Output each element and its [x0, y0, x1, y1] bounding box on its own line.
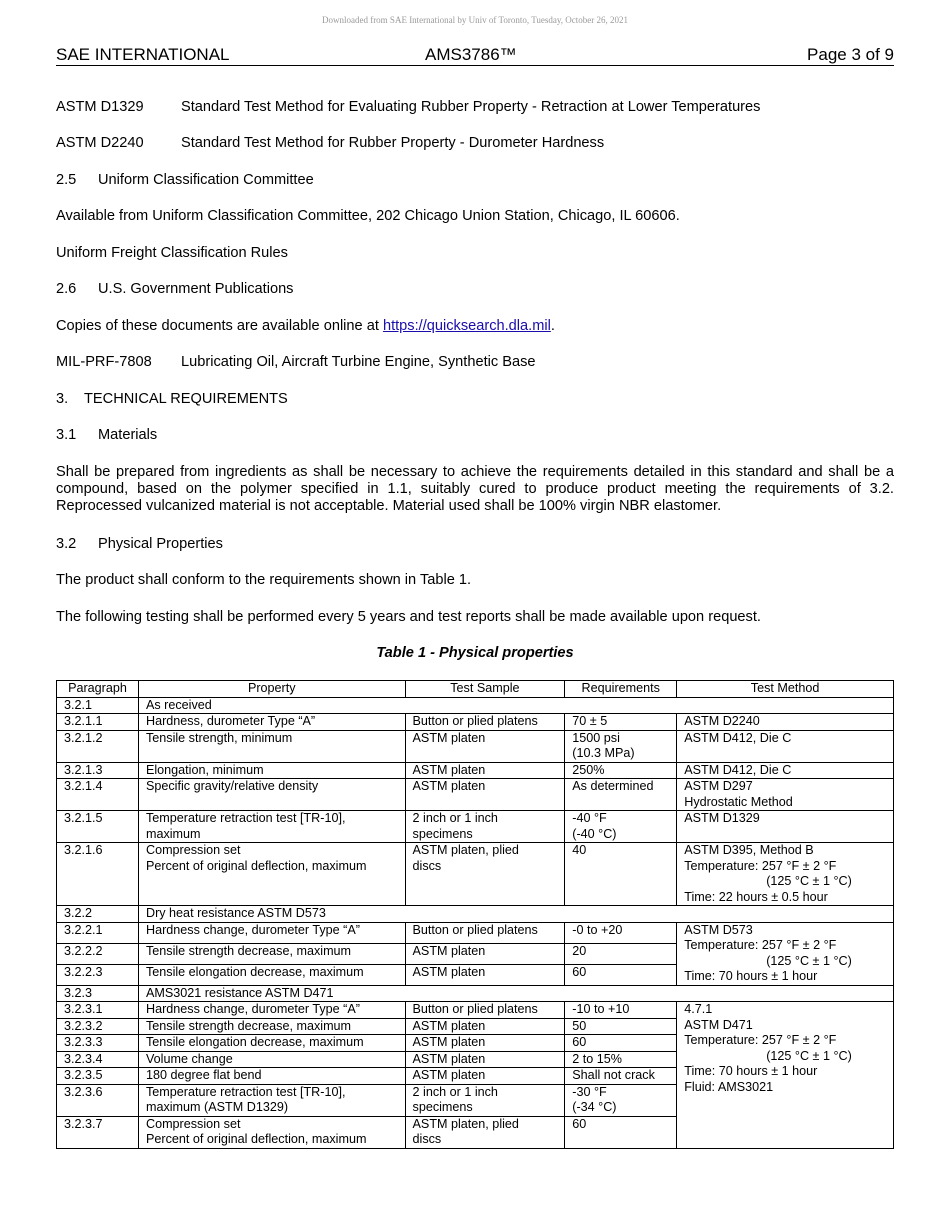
property-cell [138, 811, 405, 843]
property-cell: Tensile elongation decrease, maximum [138, 1035, 405, 1052]
column-header: Paragraph [57, 681, 139, 698]
paragraph-cell: 3.2.2.3 [57, 964, 139, 985]
paragraph-cell: 3.2.1 [57, 697, 139, 714]
section-number: 3.2 [56, 536, 77, 552]
cell-line: ASTM D395, Method B [684, 843, 814, 857]
requirements-cell: As determined [565, 779, 677, 811]
cell-line: specimens [412, 1100, 473, 1114]
conform-paragraph: The product shall conform to the requirements shown in Table 1. [56, 572, 472, 588]
paragraph-cell: 3.2.3.4 [57, 1051, 139, 1068]
paragraph-cell: 3.2.3.6 [57, 1084, 139, 1116]
cell-line: ASTM platen, plied [412, 843, 519, 857]
section-3-2-heading [56, 536, 894, 553]
ucc-availability: Available from Uniform Classification Committee, 202 Chicago Union Station, Chicago, IL 60606. [56, 208, 680, 224]
ucc-rules: Uniform Freight Classification Rules [56, 245, 288, 261]
property-cell: Tensile strength, minimum [138, 730, 405, 762]
table-group-row [57, 906, 894, 923]
test-method-cell [677, 1002, 894, 1149]
physical-properties-table [56, 680, 894, 1149]
cell-line: (10.3 MPa) [572, 746, 635, 760]
test-sample-cell: ASTM platen [405, 1035, 565, 1052]
requirements-cell: -0 to +20 [565, 922, 677, 943]
test-sample-cell: ASTM platen [405, 964, 565, 985]
property-cell: Hardness, durometer Type “A” [138, 714, 405, 731]
requirements-cell: 50 [565, 1018, 677, 1035]
section-2-6-heading [56, 281, 894, 298]
section-number: 2.6 [56, 281, 77, 297]
cell-line: (125 °C ± 1 °C) [766, 953, 852, 968]
property-cell: Hardness change, durometer Type “A” [138, 922, 405, 943]
requirements-cell: Shall not crack [565, 1068, 677, 1085]
paragraph-cell: 3.2.3.5 [57, 1068, 139, 1085]
paragraph-cell: 3.2.2 [57, 906, 139, 923]
test-sample-cell: ASTM platen [405, 730, 565, 762]
table-row [57, 779, 894, 811]
cell-line: Time: 70 hours ± 1 hour [684, 969, 818, 983]
property-cell: Hardness change, durometer Type “A” [138, 1002, 405, 1019]
property-cell: Tensile strength decrease, maximum [138, 943, 405, 964]
test-sample-cell: ASTM platen [405, 779, 565, 811]
download-watermark: Downloaded from SAE International by Univ of Toronto, Tuesday, October 26, 2021 [321, 15, 629, 25]
cell-line: 2 inch or 1 inch [412, 1084, 498, 1099]
cell-line: 2 inch or 1 inch [412, 811, 498, 825]
cell-line: Compression set [145, 1116, 241, 1131]
paragraph-cell: 3.2.3.7 [57, 1116, 139, 1148]
table-row [57, 843, 894, 906]
cell-line: Percent of original deflection, maximum [145, 1132, 367, 1146]
cell-line: (-34 °C) [572, 1100, 617, 1114]
copies-paragraph [56, 318, 894, 335]
cell-line: Percent of original deflection, maximum [145, 858, 367, 873]
cell-line: Compression set [145, 843, 241, 857]
ref-astm-d1329 [56, 99, 894, 116]
group-title-cell: AMS3021 resistance ASTM D471 [138, 985, 893, 1002]
table-group-row [57, 697, 894, 714]
test-sample-cell: Button or plied platens [405, 922, 565, 943]
test-sample-cell: Button or plied platens [405, 1002, 565, 1019]
section-number: 2.5 [56, 172, 77, 188]
column-header: Test Method [677, 681, 894, 698]
test-sample-cell: ASTM platen [405, 943, 565, 964]
requirements-cell [565, 1084, 677, 1116]
section-number: 3. [56, 391, 69, 407]
paragraph-cell: 3.2.2.2 [57, 943, 139, 964]
cell-line: Temperature retraction test [TR-10], [145, 811, 346, 825]
cell-line: -40 °F [572, 811, 607, 825]
test-sample-cell [405, 1116, 565, 1148]
column-header: Property [138, 681, 405, 698]
table-row [57, 1002, 894, 1019]
test-method-cell: ASTM D412, Die C [677, 762, 894, 779]
page-header [56, 43, 894, 66]
table-row [57, 714, 894, 731]
cell-line: (125 °C ± 1 °C) [766, 1048, 852, 1063]
cell-line: Hydrostatic Method [684, 794, 793, 809]
table-row [57, 762, 894, 779]
paragraph-cell: 3.2.1.2 [57, 730, 139, 762]
section-number: 3.1 [56, 427, 77, 443]
ref-title: Standard Test Method for Rubber Property - Durometer Hardness [181, 135, 605, 151]
ref-code: MIL-PRF-7808 [56, 354, 152, 370]
requirements-cell: 20 [565, 943, 677, 964]
section-title: Physical Properties [98, 536, 223, 552]
cell-line: maximum [145, 826, 201, 841]
ref-code: ASTM D2240 [56, 135, 144, 151]
paragraph-cell: 3.2.1.1 [57, 714, 139, 731]
column-header: Test Sample [405, 681, 565, 698]
cell-line: (-40 °C) [572, 826, 617, 841]
test-sample-cell: ASTM platen [405, 1051, 565, 1068]
paragraph-cell: 3.2.3.1 [57, 1002, 139, 1019]
table-group-row [57, 985, 894, 1002]
cell-line: 4.7.1 [684, 1002, 713, 1016]
section-2-5-heading [56, 172, 894, 189]
test-sample-cell: ASTM platen [405, 1018, 565, 1035]
test-method-cell: ASTM D412, Die C [677, 730, 894, 762]
cell-line: Fluid: AMS3021 [684, 1079, 774, 1094]
cell-line: Time: 70 hours ± 1 hour [684, 1064, 818, 1078]
group-title-cell: As received [138, 697, 893, 714]
section-3-1-heading [56, 427, 894, 444]
copies-text: Copies of these documents are available online at [56, 318, 383, 334]
requirements-cell: 60 [565, 964, 677, 985]
paragraph-cell: 3.2.3 [57, 985, 139, 1002]
cell-line: Time: 22 hours ± 0.5 hour [684, 889, 828, 904]
cell-line: ASTM D573 [684, 922, 753, 937]
cell-line: discs [412, 1132, 442, 1146]
property-cell: Tensile strength decrease, maximum [138, 1018, 405, 1035]
cell-line: Temperature retraction test [TR-10], [145, 1084, 346, 1099]
table-header-row [57, 681, 894, 698]
property-cell [138, 1084, 405, 1116]
test-sample-cell [405, 1084, 565, 1116]
cell-line: maximum (ASTM D1329) [145, 1100, 289, 1114]
requirements-cell: -10 to +10 [565, 1002, 677, 1019]
requirements-cell: 60 [565, 1035, 677, 1052]
materials-paragraph: Shall be prepared from ingredients as shall be necessary to achieve the requirements detailed in this standard and shall be a compound, based on the polymer specified in 1.1, suitably cured to produce product meeting the requirements of 3.2. Reprocessed vulcanized material is not acceptable. Material used shall be 100% virgin NBR elastomer. [56, 464, 894, 514]
table-caption: Table 1 - Physical properties [376, 645, 574, 661]
test-method-cell [677, 922, 894, 985]
test-method-cell: ASTM D2240 [677, 714, 894, 731]
dla-quicksearch-link[interactable]: https://quicksearch.dla.mil [382, 318, 551, 334]
requirements-cell [565, 811, 677, 843]
cell-line: ASTM platen, plied [412, 1116, 519, 1131]
table-row [57, 811, 894, 843]
test-method-cell [677, 779, 894, 811]
test-sample-cell: ASTM platen [405, 1068, 565, 1085]
table-row [57, 730, 894, 762]
paragraph-cell: 3.2.1.3 [57, 762, 139, 779]
section-title: Uniform Classification Committee [98, 172, 314, 188]
column-header: Requirements [565, 681, 677, 698]
cell-line: discs [412, 858, 442, 873]
cell-line: 1500 psi [572, 730, 620, 745]
copies-end: . [550, 318, 555, 334]
cell-line: specimens [412, 826, 473, 841]
cell-line: -30 °F [572, 1084, 607, 1099]
paragraph-cell: 3.2.3.3 [57, 1035, 139, 1052]
section-3-heading [56, 391, 894, 408]
test-sample-cell: Button or plied platens [405, 714, 565, 731]
property-cell: Elongation, minimum [138, 762, 405, 779]
property-cell [138, 843, 405, 906]
ref-mil-prf-7808 [56, 354, 894, 371]
header-doc-number: AMS3786™ [425, 45, 517, 64]
paragraph-cell: 3.2.2.1 [57, 922, 139, 943]
ref-code: ASTM D1329 [56, 99, 144, 115]
ref-title: Standard Test Method for Evaluating Rubber Property - Retraction at Lower Temperatures [181, 99, 761, 115]
requirements-cell: 70 ± 5 [565, 714, 677, 731]
paragraph-cell: 3.2.1.6 [57, 843, 139, 906]
test-method-cell: ASTM D1329 [677, 811, 894, 843]
ref-astm-d2240 [56, 135, 894, 152]
header-page-number: Page 3 of 9 [807, 45, 894, 64]
testing-paragraph: The following testing shall be performed every 5 years and test reports shall be made available upon request. [56, 609, 761, 625]
test-sample-cell [405, 843, 565, 906]
test-sample-cell [405, 811, 565, 843]
property-cell: Tensile elongation decrease, maximum [138, 964, 405, 985]
cell-line: Temperature: 257 °F ± 2 °F [684, 938, 837, 952]
section-title: Materials [98, 427, 158, 443]
cell-line: (125 °C ± 1 °C) [766, 874, 852, 888]
test-method-cell [677, 843, 894, 906]
group-title-cell: Dry heat resistance ASTM D573 [138, 906, 893, 923]
test-sample-cell: ASTM platen [405, 762, 565, 779]
section-title: TECHNICAL REQUIREMENTS [84, 391, 288, 407]
property-cell: 180 degree flat bend [138, 1068, 405, 1085]
cell-line: Temperature: 257 °F ± 2 °F [684, 858, 837, 873]
requirements-cell: 60 [565, 1116, 677, 1148]
ref-title: Lubricating Oil, Aircraft Turbine Engine, Synthetic Base [181, 354, 536, 370]
paragraph-cell: 3.2.1.4 [57, 779, 139, 811]
requirements-cell: 2 to 15% [565, 1051, 677, 1068]
header-org: SAE INTERNATIONAL [56, 45, 230, 64]
cell-line: ASTM D297 [684, 779, 753, 793]
table-row [57, 922, 894, 943]
section-title: U.S. Government Publications [98, 281, 294, 297]
paragraph-cell: 3.2.3.2 [57, 1018, 139, 1035]
requirements-cell: 40 [565, 843, 677, 906]
requirements-cell [565, 730, 677, 762]
property-cell [138, 1116, 405, 1148]
property-cell: Volume change [138, 1051, 405, 1068]
paragraph-cell: 3.2.1.5 [57, 811, 139, 843]
property-cell: Specific gravity/relative density [138, 779, 405, 811]
cell-line: Temperature: 257 °F ± 2 °F [684, 1033, 837, 1047]
requirements-cell: 250% [565, 762, 677, 779]
cell-line: ASTM D471 [684, 1017, 753, 1032]
